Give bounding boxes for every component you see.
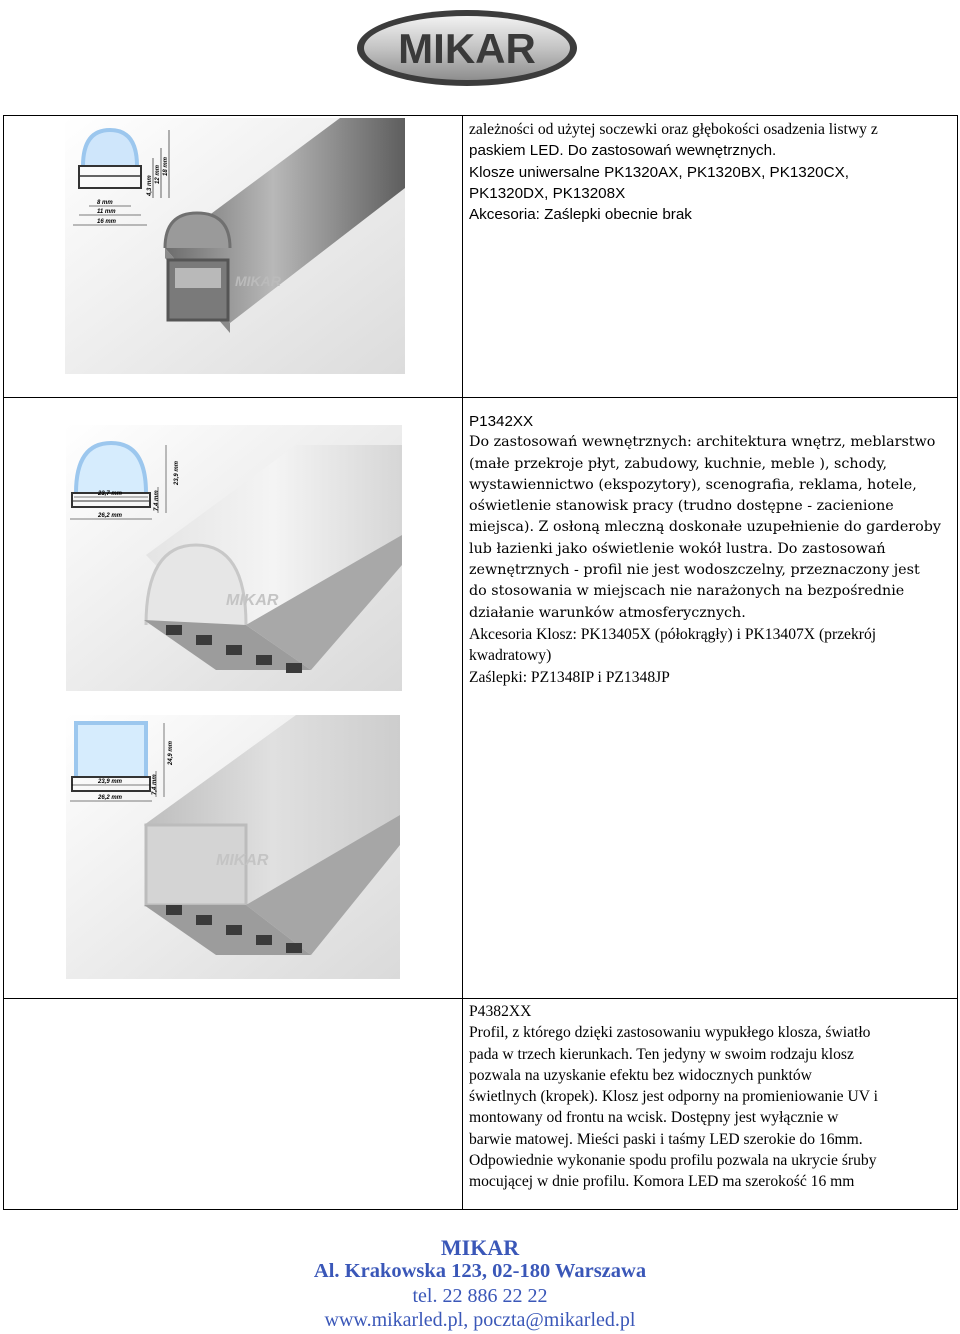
logo-text: MIKAR — [398, 25, 536, 72]
dimension-label: 11 mm — [97, 209, 116, 215]
text-line: barwie matowej. Mieści paski i taśmy LED szerokie do 16mm. — [469, 1130, 863, 1148]
profile-photo — [66, 715, 400, 979]
dimension-label: 8 mm — [97, 200, 113, 206]
text-line: działanie warunków atmosferycznych. — [469, 604, 746, 621]
text-line: zależności od użytej soczewki oraz głębokości osadzenia listwy z — [469, 121, 878, 138]
dimension-label: 12 mm — [155, 164, 161, 184]
text-line: Klosze uniwersalne PK1320AX, PK1320BX, PK1320CX, — [469, 163, 849, 181]
product-text-cell — [463, 116, 958, 398]
product-code: P4382XX — [469, 1003, 532, 1020]
text-line: oświetlenie stanowisk pracy (trudno dostępne - zacienione — [469, 498, 894, 515]
dimension-label: 24,9 mm — [168, 740, 174, 765]
text-line: mocującej w dnie profilu. Komora LED ma szerokość 16 mm — [469, 1173, 855, 1191]
text-line: zewnętrznych - profil nie jest wodoszczelny, przeznaczony jest — [469, 562, 920, 579]
footer-address: Al. Krakowska 123, 02-180 Warszawa — [313, 1260, 647, 1282]
text-line: Akcesoria Klosz: PK13405X (półokrągły) i PK13407X (przekrój — [469, 625, 877, 643]
watermark: MIKAR — [226, 592, 279, 609]
text-line: Do zastosowań wewnętrznych: architektura wnętrz, meblarstwo — [469, 434, 936, 451]
dimension-label: 23,9 mm — [98, 779, 123, 785]
text-line: kwadratowy) — [469, 647, 552, 665]
dimension-label: 18 mm — [163, 156, 169, 176]
text-line: montowany od frontu na wcisk. Dostępny jest wyłącznie w — [469, 1109, 839, 1127]
text-line: pada w trzech kierunkach. Ten jedyny w swoim rodzaju klosz — [469, 1045, 854, 1063]
text-line: wystawiennictwo (ekspozytory), scenografia, reklama, hotele, — [469, 476, 917, 493]
text-line: Profil, z którego dzięki zastosowaniu wypukłego klosza, światło — [469, 1024, 871, 1042]
product-text-cell — [463, 398, 958, 999]
text-line: PK1320DX, PK13208X — [469, 184, 626, 202]
footer-company: MIKAR — [440, 1235, 520, 1260]
text-line: lub łazienki jako oświetlenie wokół lustra. Do zastosowań — [469, 540, 886, 557]
watermark: MIKAR — [235, 273, 281, 289]
footer-contact: www.mikarled.pl, poczta@mikarled.pl — [324, 1309, 636, 1331]
product-code: P1342XX — [469, 413, 534, 430]
text-line: Zaślepki: PZ1348IP i PZ1348JP — [469, 668, 670, 686]
mikar-logo — [355, 8, 580, 88]
product-image-cell — [4, 999, 463, 1210]
profile-photo — [65, 118, 405, 374]
dimension-label: 23,9 mm — [174, 460, 180, 485]
dimension-label: 26,2 mm — [98, 513, 123, 519]
text-line: Akcesoria: Zaślepki obecnie brak — [469, 206, 692, 224]
dimension-label: 4,3 mm — [147, 175, 153, 196]
dimension-label: 7,4 mm — [152, 774, 158, 795]
dimension-label: 23,7 mm — [98, 491, 123, 497]
product-text-cell — [463, 999, 958, 1210]
text-line: do stosowania w miejscach nie narażonych na bezpośrednie — [469, 583, 905, 600]
text-line: świetlnych (kropek). Klosz jest odporny na promieniowanie UV i — [469, 1088, 878, 1106]
dimension-label: 16 mm — [97, 219, 117, 225]
profile-photo — [66, 425, 402, 691]
dimension-label: 7,4 mm — [154, 490, 160, 511]
table-row — [4, 999, 958, 1210]
text-line: miejsca). Z osłoną mleczną doskonałe uzupełnienie do garderoby — [469, 519, 941, 536]
watermark: MIKAR — [216, 852, 269, 869]
dimension-label: 26,2 mm — [98, 795, 123, 801]
text-line: Odpowiednie wykonanie spodu profilu pozwala na ukrycie śruby — [469, 1152, 877, 1170]
text-line: paskiem LED. Do zastosowań wewnętrznych. — [469, 142, 777, 160]
text-line: pozwala na uzyskanie efektu bez widocznych punktów — [469, 1066, 812, 1084]
text-line: (małe przekroje płyt, zabudowy, kuchnie, meble ), schody, — [469, 455, 888, 472]
footer-phone: tel. 22 886 22 22 — [412, 1285, 548, 1307]
